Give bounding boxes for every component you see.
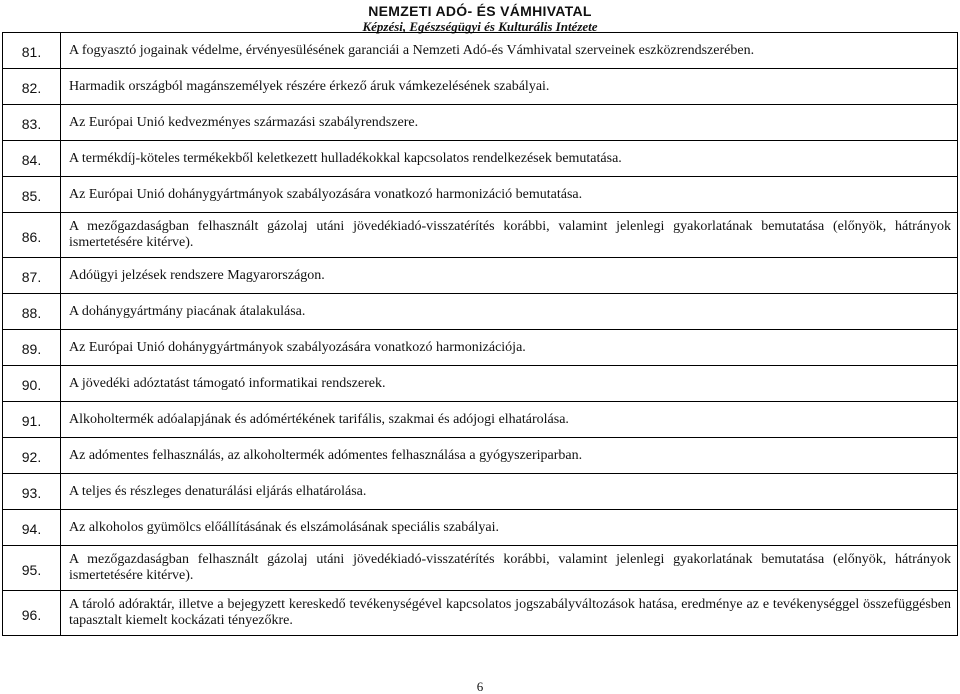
table-row bbox=[3, 402, 958, 438]
topic-text: Az Európai Unió kedvezményes származási szabályrendszere. bbox=[61, 105, 958, 141]
topic-number: 96. bbox=[3, 591, 61, 636]
table-row bbox=[3, 105, 958, 141]
table-row bbox=[3, 177, 958, 213]
organization-name: NEMZETI ADÓ- ÉS VÁMHIVATAL bbox=[368, 3, 592, 19]
topic-number: 86. bbox=[3, 213, 61, 258]
page-number: 6 bbox=[476, 679, 484, 694]
table-row bbox=[3, 438, 958, 474]
table-row bbox=[3, 141, 958, 177]
table-row bbox=[3, 366, 958, 402]
table-row bbox=[3, 294, 958, 330]
topic-number: 91. bbox=[3, 402, 61, 438]
topic-text: Az adómentes felhasználás, az alkoholtermék adómentes felhasználása a gyógyszeriparban. bbox=[61, 438, 958, 474]
topic-text: Az alkoholos gyümölcs előállításának és elszámolásának speciális szabályai. bbox=[61, 510, 958, 546]
table-row bbox=[3, 546, 958, 591]
topic-text: A tároló adóraktár, illetve a bejegyzett kereskedő tevékenységével kapcsolatos jogszabályváltozások hatása, eredménye az e tevékenységgel összefüggésben tapasztalt kiemelt kockázati tényezőkre. bbox=[61, 591, 958, 636]
topic-number: 88. bbox=[3, 294, 61, 330]
topic-text: Alkoholtermék adóalapjának és adómértékének tarifális, szakmai és adójogi elhatárolása. bbox=[61, 402, 958, 438]
table-row bbox=[3, 591, 958, 636]
topic-number: 84. bbox=[3, 141, 61, 177]
topic-number: 82. bbox=[3, 69, 61, 105]
topic-number: 95. bbox=[3, 546, 61, 591]
table-row bbox=[3, 258, 958, 294]
table-row bbox=[3, 474, 958, 510]
topic-text: A jövedéki adóztatást támogató informatikai rendszerek. bbox=[61, 366, 958, 402]
topic-number: 81. bbox=[3, 33, 61, 69]
topics-table bbox=[2, 32, 958, 636]
topic-number: 89. bbox=[3, 330, 61, 366]
topic-text: A dohánygyártmány piacának átalakulása. bbox=[61, 294, 958, 330]
topic-number: 85. bbox=[3, 177, 61, 213]
table-row bbox=[3, 213, 958, 258]
topic-text: Harmadik országból magánszemélyek részére érkező áruk vámkezelésének szabályai. bbox=[61, 69, 958, 105]
topic-text: A termékdíj-köteles termékekből keletkezett hulladékokkal kapcsolatos rendelkezések bemutatása. bbox=[61, 141, 958, 177]
topic-text: Az Európai Unió dohánygyártmányok szabályozására vonatkozó harmonizációja. bbox=[61, 330, 958, 366]
topic-text: A mezőgazdaságban felhasznált gázolaj utáni jövedékiadó-visszatérítés korábbi, valamint jelenlegi gyakorlatának bemutatása (előnyök, hátrányok ismertetésére kitérve). bbox=[61, 213, 958, 258]
topic-text: Az Európai Unió dohánygyártmányok szabályozására vonatkozó harmonizáció bemutatása. bbox=[61, 177, 958, 213]
table-row bbox=[3, 510, 958, 546]
institute-name: Képzési, Egészségügyi és Kulturális Intézete bbox=[362, 19, 598, 34]
topic-number: 93. bbox=[3, 474, 61, 510]
topic-text: A mezőgazdaságban felhasznált gázolaj utáni jövedékiadó-visszatérítés korábbi, valamint jelenlegi gyakorlatának bemutatása (előnyök, hátrányok ismertetésére kitérve). bbox=[61, 546, 958, 591]
topic-number: 90. bbox=[3, 366, 61, 402]
topic-number: 83. bbox=[3, 105, 61, 141]
topic-text: A teljes és részleges denaturálási eljárás elhatárolása. bbox=[61, 474, 958, 510]
table-row bbox=[3, 330, 958, 366]
table-row bbox=[3, 33, 958, 69]
topic-text: Adóügyi jelzések rendszere Magyarországon. bbox=[61, 258, 958, 294]
topic-number: 87. bbox=[3, 258, 61, 294]
topic-text: A fogyasztó jogainak védelme, érvényesülésének garanciái a Nemzeti Adó-és Vámhivatal szerveinek eszközrendszerében. bbox=[61, 33, 958, 69]
document-header bbox=[0, 3, 960, 34]
table-row bbox=[3, 69, 958, 105]
topic-number: 92. bbox=[3, 438, 61, 474]
topic-number: 94. bbox=[3, 510, 61, 546]
